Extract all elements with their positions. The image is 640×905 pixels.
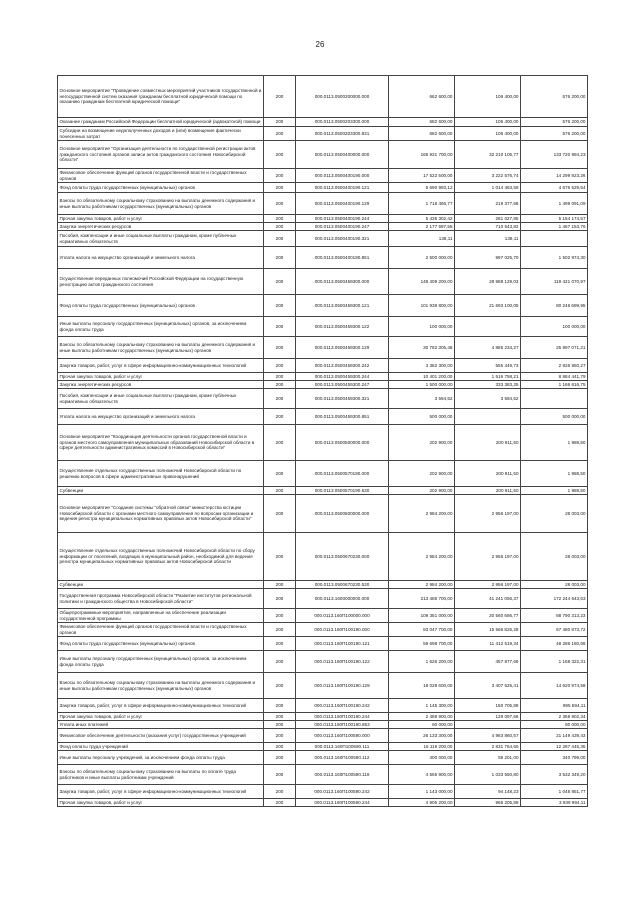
row-executed-cell: 2 956 197,00 <box>455 533 521 581</box>
row-remaining-cell: 67 480 873,72 <box>521 623 588 637</box>
row-approved-cell: 165 931 700,00 <box>389 141 455 169</box>
table-row <box>58 118 588 127</box>
row-name-cell: Основное мероприятие "Проведение совместных мероприятий участников государственной и негосударственной систем оказания гражданам бесплатной юридической помощи по оказанию гражданам бесплатной юридической помощи" <box>58 76 264 118</box>
row-kbk-cell: 000.0113.0500459300.121 <box>296 295 389 317</box>
row-kbk-cell: 000.0113.160П100190.244 <box>296 713 389 721</box>
table-row <box>58 623 588 637</box>
row-executed-cell: 200 911,50 <box>455 487 521 495</box>
row-approved-cell: 5 690 993,12 <box>389 183 455 193</box>
row-name-cell: Финансовое обеспечение функций органов государственной власти и государственных органов <box>58 623 264 637</box>
row-name-cell: Субвенции <box>58 487 264 495</box>
row-code-cell: 200 <box>264 637 296 651</box>
row-remaining-cell: 500 000,00 <box>521 409 588 425</box>
row-kbk-cell: 000.0113.0500570190.530 <box>296 487 389 495</box>
row-name-cell: Иные выплаты персоналу учреждений, за исключением фонда оплаты труда <box>58 751 264 765</box>
row-code-cell: 200 <box>264 765 296 785</box>
table-row <box>58 729 588 743</box>
row-kbk-cell: 000.0113.0500670230.000 <box>296 533 389 581</box>
table-row <box>58 295 588 317</box>
row-remaining-cell: 3 939 994,11 <box>521 799 588 807</box>
table-row <box>58 609 588 623</box>
row-approved-cell: 26 133 300,00 <box>389 729 455 743</box>
row-kbk-cell: 000.0113.0500400190.851 <box>296 247 389 269</box>
row-code-cell: 200 <box>264 317 296 337</box>
table-row <box>58 389 588 409</box>
row-remaining-cell: 1 048 851,77 <box>521 785 588 799</box>
row-name-cell: Осуществление отдельных государственных полномочий Новосибирской области по сбору информации от поселений, входящих в муниципальный район, необходимой для ведения регистра муниципальных нормативных правовых актов Новосибирской области <box>58 533 264 581</box>
table-row <box>58 359 588 373</box>
row-remaining-cell: 576 200,00 <box>521 127 588 141</box>
table-row <box>58 373 588 381</box>
row-kbk-cell: 000.0113.160П100190.122 <box>296 651 389 673</box>
table-row <box>58 317 588 337</box>
row-kbk-cell: 000.0113.0500400190.129 <box>296 193 389 215</box>
row-code-cell: 200 <box>264 295 296 317</box>
row-kbk-cell: 000.0113.160П100590.242 <box>296 785 389 799</box>
row-remaining-cell: 25 897 071,21 <box>521 337 588 359</box>
row-code-cell: 200 <box>264 581 296 589</box>
row-approved-cell: 2 177 697,58 <box>389 223 455 231</box>
row-executed-cell: 28 988 129,03 <box>455 269 521 295</box>
row-name-cell: Пособия, компенсации и иные социальные выплаты гражданам, кроме публичных нормативных обязательств <box>58 231 264 247</box>
row-code-cell: 200 <box>264 729 296 743</box>
row-kbk-cell: 000.0113.0500459300.247 <box>296 381 389 389</box>
table-row <box>58 76 588 118</box>
row-approved-cell: 682 600,00 <box>389 118 455 127</box>
row-name-cell: Фонд оплаты труда государственных (муниципальных) органов <box>58 295 264 317</box>
row-name-cell: Основное мероприятие "Координация деятельности органов государственной власти и органов местного самоуправления муниципальных образований Новосибирской области в сфере деятельности административных комиссий в Новосибирской области" <box>58 425 264 461</box>
table-body <box>58 76 588 807</box>
row-executed-cell: 41 241 056,37 <box>455 589 521 609</box>
row-approved-cell: 2 984 200,00 <box>389 581 455 589</box>
row-name-cell: Закупка энергетических ресурсов <box>58 381 264 389</box>
row-kbk-cell: 000.0113.160П100190.242 <box>296 699 389 713</box>
row-code-cell: 200 <box>264 589 296 609</box>
row-code-cell: 200 <box>264 623 296 637</box>
row-executed-cell: 129 097,66 <box>455 713 521 721</box>
row-executed-cell <box>455 317 521 337</box>
row-name-cell: Прочая закупка товаров, работ и услуг <box>58 799 264 807</box>
row-kbk-cell: 000.0113.0500400190.244 <box>296 215 389 223</box>
row-kbk-cell: 000.0113.0500203300.000 <box>296 118 389 127</box>
row-code-cell: 200 <box>264 269 296 295</box>
row-approved-cell: 138,11 <box>389 231 455 247</box>
row-name-cell: Государственная программа Новосибирской области "Развитие институтов региональной политики и гражданского общества в Новосибирской области" <box>58 589 264 609</box>
row-executed-cell: 94 148,23 <box>455 785 521 799</box>
row-executed-cell: 150 705,89 <box>455 699 521 713</box>
row-code-cell: 200 <box>264 223 296 231</box>
row-name-cell: Основное мероприятие "Организация деятельности по государственной регистрации актов гражданского состояния органов записи актов гражданского состояния Новосибирской области" <box>58 141 264 169</box>
row-approved-cell: 3 594,52 <box>389 389 455 409</box>
row-approved-cell: 4 905 200,00 <box>389 799 455 807</box>
row-kbk-cell: 000.0113.160П100000.000 <box>296 609 389 623</box>
row-executed-cell: 3 407 625,41 <box>455 673 521 699</box>
row-code-cell: 200 <box>264 743 296 751</box>
row-remaining-cell: 60 000,00 <box>521 721 588 729</box>
row-name-cell: Фонд оплаты труда государственных (муниципальных) органов <box>58 637 264 651</box>
row-code-cell: 200 <box>264 118 296 127</box>
row-code-cell: 200 <box>264 751 296 765</box>
table-row <box>58 409 588 425</box>
table-row <box>58 743 588 751</box>
table-row <box>58 269 588 295</box>
row-code-cell: 200 <box>264 409 296 425</box>
row-code-cell: 200 <box>264 461 296 487</box>
row-executed-cell: 15 566 826,28 <box>455 623 521 637</box>
table-row <box>58 169 588 183</box>
row-kbk-cell: 000.0113.0500459300.242 <box>296 359 389 373</box>
table-row <box>58 337 588 359</box>
row-name-cell: Уплата налога на имущество организаций и земельного налога <box>58 247 264 269</box>
row-executed-cell: 281 027,85 <box>455 215 521 223</box>
row-kbk-cell: 000.0113.0500459300.321 <box>296 389 389 409</box>
row-name-cell: Уплата налога на имущество организаций и земельного налога <box>58 409 264 425</box>
row-remaining-cell: 28 003,00 <box>521 495 588 533</box>
table-row <box>58 215 588 223</box>
row-name-cell: Субсидии на возмещение недополученных доходов и (или) возмещение фактически понесенных затрат <box>58 127 264 141</box>
row-executed-cell <box>455 721 521 729</box>
row-name-cell: Общепрограммные мероприятия, направленные на обеспечение реализации государственной программы <box>58 609 264 623</box>
row-remaining-cell: 14 299 923,26 <box>521 169 588 183</box>
row-kbk-cell: 000.0113.0500400190.321 <box>296 231 389 247</box>
table-row <box>58 799 588 807</box>
row-remaining-cell: 995 594,11 <box>521 699 588 713</box>
row-code-cell: 200 <box>264 193 296 215</box>
row-kbk-cell: 000.0113.160П100190.000 <box>296 623 389 637</box>
row-executed-cell <box>455 409 521 425</box>
table-row <box>58 785 588 799</box>
row-code-cell: 200 <box>264 651 296 673</box>
row-remaining-cell: 12 287 445,35 <box>521 743 588 751</box>
row-approved-cell: 4 565 900,00 <box>389 765 455 785</box>
row-executed-cell: 3 594,52 <box>455 389 521 409</box>
row-name-cell: Взносы по обязательному социальному страхованию на выплаты по оплате труда работников и иные выплаты работникам учреждений <box>58 765 264 785</box>
row-remaining-cell <box>521 389 588 409</box>
row-code-cell: 200 <box>264 183 296 193</box>
row-remaining-cell: 119 421 070,97 <box>521 269 588 295</box>
table-row <box>58 637 588 651</box>
table-row <box>58 713 588 721</box>
row-name-cell: Фонд оплаты труда государственных (муниципальных) органов <box>58 183 264 193</box>
row-name-cell: Взносы по обязательному социальному страхованию на выплаты денежного содержания и иные выплаты работникам государственных (муниципальных) органов <box>58 193 264 215</box>
row-executed-cell: 106 400,00 <box>455 127 521 141</box>
row-approved-cell: 2 500 000,00 <box>389 247 455 269</box>
row-kbk-cell: 000.0113.0500459300.851 <box>296 409 389 425</box>
row-kbk-cell: 000.0113.0500400190.121 <box>296 183 389 193</box>
row-remaining-cell: 80 246 699,95 <box>521 295 588 317</box>
row-name-cell: Взносы по обязательному социальному страхованию на выплаты денежного содержания и иные выплаты работникам государственных (муниципальных) органов <box>58 673 264 699</box>
row-remaining-cell: 28 003,00 <box>521 581 588 589</box>
row-code-cell: 200 <box>264 141 296 169</box>
row-remaining-cell: 1 499 091,09 <box>521 193 588 215</box>
row-executed-cell: 106 400,00 <box>455 118 521 127</box>
row-name-cell: Закупка товаров, работ, услуг в сфере информационно-коммуникационных технологий <box>58 699 264 713</box>
row-executed-cell: 59 201,00 <box>455 751 521 765</box>
row-executed-cell: 3 222 576,74 <box>455 169 521 183</box>
table-row <box>58 765 588 785</box>
row-executed-cell: 2 956 197,00 <box>455 581 521 589</box>
row-approved-cell: 662 600,00 <box>389 76 455 118</box>
row-code-cell: 200 <box>264 247 296 269</box>
table-row <box>58 487 588 495</box>
row-approved-cell: 18 028 600,00 <box>389 673 455 699</box>
row-code-cell: 200 <box>264 169 296 183</box>
row-kbk-cell: 000.0113.160П100190.129 <box>296 673 389 699</box>
row-code-cell: 200 <box>264 359 296 373</box>
row-approved-cell: 3 382 300,00 <box>389 359 455 373</box>
table-row <box>58 533 588 581</box>
row-code-cell: 200 <box>264 699 296 713</box>
row-code-cell: 200 <box>264 381 296 389</box>
row-kbk-cell: 000.0113.0500400000.000 <box>296 141 389 169</box>
row-executed-cell: 555 449,73 <box>455 359 521 373</box>
table-row <box>58 381 588 389</box>
page-number: 26 <box>315 40 325 49</box>
row-executed-cell: 997 025,70 <box>455 247 521 269</box>
row-kbk-cell: 000.0113.0500500000.000 <box>296 425 389 461</box>
row-kbk-cell: 000.0113.1600000000.000 <box>296 589 389 609</box>
row-executed-cell: 4 885 234,27 <box>455 337 521 359</box>
row-executed-cell: 1 033 550,80 <box>455 765 521 785</box>
row-executed-cell: 106 400,00 <box>455 76 521 118</box>
row-remaining-cell <box>521 231 588 247</box>
row-kbk-cell: 000.0113.160П100590.119 <box>296 765 389 785</box>
table-row <box>58 699 588 713</box>
row-kbk-cell: 000.0113.160П100590.244 <box>296 799 389 807</box>
row-remaining-cell: 133 720 994,23 <box>521 141 588 169</box>
row-code-cell: 200 <box>264 533 296 581</box>
row-executed-cell: 333 383,25 <box>455 381 521 389</box>
row-remaining-cell: 1 166 616,75 <box>521 381 588 389</box>
table-row <box>58 247 588 269</box>
row-code-cell: 200 <box>264 713 296 721</box>
row-remaining-cell: 5 154 174,57 <box>521 215 588 223</box>
row-code-cell: 200 <box>264 127 296 141</box>
row-name-cell: Пособия, компенсации и иные социальные выплаты гражданам, кроме публичных нормативных обязательств <box>58 389 264 409</box>
row-name-cell: Фонд оплаты труда учреждений <box>58 743 264 751</box>
row-executed-cell: 20 560 686,77 <box>455 609 521 623</box>
row-kbk-cell: 000.0113.0500203300.831 <box>296 127 389 141</box>
row-remaining-cell: 21 149 439,43 <box>521 729 588 743</box>
row-approved-cell: 1 718 466,77 <box>389 193 455 215</box>
table-row <box>58 127 588 141</box>
row-code-cell: 200 <box>264 389 296 409</box>
table-row <box>58 589 588 609</box>
row-remaining-cell: 1 988,50 <box>521 461 588 487</box>
row-executed-cell: 219 377,68 <box>455 193 521 215</box>
row-executed-cell: 11 412 519,34 <box>455 637 521 651</box>
row-kbk-cell: 000.0113.0500570190.000 <box>296 461 389 487</box>
row-name-cell: Закупка товаров, работ, услуг в сфере информационно-коммуникационных технологий <box>58 785 264 799</box>
row-name-cell: Прочая закупка товаров, работ и услуг <box>58 215 264 223</box>
row-code-cell: 200 <box>264 337 296 359</box>
row-name-cell: Закупка товаров, работ, услуг в сфере информационно-коммуникационных технологий <box>58 359 264 373</box>
row-name-cell: Субвенции <box>58 581 264 589</box>
row-remaining-cell: 48 286 180,66 <box>521 637 588 651</box>
row-kbk-cell: 000.0113.0500200000.000 <box>296 76 389 118</box>
row-approved-cell: 148 409 200,00 <box>389 269 455 295</box>
row-name-cell: Иные выплаты персоналу государственных (муниципальных) органов, за исключением фонда оплаты труда <box>58 651 264 673</box>
row-approved-cell: 213 485 700,00 <box>389 589 455 609</box>
row-approved-cell: 10 401 200,00 <box>389 373 455 381</box>
row-kbk-cell: 000.0113.160П100590.000 <box>296 729 389 743</box>
table-row <box>58 141 588 169</box>
row-kbk-cell: 000.0113.0500400190.247 <box>296 223 389 231</box>
row-executed-cell: 32 210 105,77 <box>455 141 521 169</box>
row-remaining-cell: 100 000,00 <box>521 317 588 337</box>
row-approved-cell: 17 522 500,00 <box>389 169 455 183</box>
row-approved-cell: 59 698 700,00 <box>389 637 455 651</box>
row-code-cell: 200 <box>264 487 296 495</box>
row-remaining-cell: 2 826 850,27 <box>521 359 588 373</box>
row-approved-cell: 202 900,00 <box>389 487 455 495</box>
row-remaining-cell: 576 200,00 <box>521 76 588 118</box>
row-name-cell: Прочая закупка товаров, работ и услуг <box>58 373 264 381</box>
row-kbk-cell: 000.0113.0500459300.122 <box>296 317 389 337</box>
row-executed-cell: 4 983 860,57 <box>455 729 521 743</box>
row-executed-cell: 1 014 463,58 <box>455 183 521 193</box>
row-approved-cell: 202 900,00 <box>389 461 455 487</box>
row-executed-cell: 200 911,50 <box>455 461 521 487</box>
row-code-cell: 200 <box>264 215 296 223</box>
row-remaining-cell: 2 359 802,34 <box>521 713 588 721</box>
row-approved-cell: 1 143 000,00 <box>389 785 455 799</box>
row-remaining-cell: 88 790 313,23 <box>521 609 588 623</box>
table-row <box>58 231 588 247</box>
table-row <box>58 183 588 193</box>
row-approved-cell: 500 000,00 <box>389 409 455 425</box>
row-kbk-cell: 000.0113.160П100590.112 <box>296 751 389 765</box>
row-name-cell: Оказание гражданам Российской Федерации бесплатной юридической (адвокатской) помощи <box>58 118 264 127</box>
row-remaining-cell: 28 003,00 <box>521 533 588 581</box>
row-approved-cell: 682 600,00 <box>389 127 455 141</box>
row-remaining-cell: 14 620 974,59 <box>521 673 588 699</box>
row-remaining-cell: 8 884 441,79 <box>521 373 588 381</box>
table-row <box>58 461 588 487</box>
row-approved-cell: 1 500 000,00 <box>389 381 455 389</box>
row-kbk-cell: 000.0113.0500600000.000 <box>296 495 389 533</box>
row-approved-cell: 400 000,00 <box>389 751 455 765</box>
row-name-cell: Уплата иных платежей <box>58 721 264 729</box>
table-row <box>58 581 588 589</box>
row-name-cell: Осуществление переданных полномочий Российской Федерации на государственную регистрацию актов гражданского состояния <box>58 269 264 295</box>
row-remaining-cell: 340 799,00 <box>521 751 588 765</box>
row-approved-cell: 109 351 000,00 <box>389 609 455 623</box>
row-code-cell: 200 <box>264 721 296 729</box>
row-kbk-cell: 000.0113.0500400190.000 <box>296 169 389 183</box>
row-approved-cell: 1 145 300,00 <box>389 699 455 713</box>
row-remaining-cell: 4 676 529,54 <box>521 183 588 193</box>
row-approved-cell: 83 047 700,00 <box>389 623 455 637</box>
row-executed-cell: 2 831 754,65 <box>455 743 521 751</box>
row-remaining-cell: 1 988,50 <box>521 487 588 495</box>
row-kbk-cell: 000.0113.0500459300.244 <box>296 373 389 381</box>
row-executed-cell: 200 911,50 <box>455 425 521 461</box>
table-row <box>58 673 588 699</box>
row-kbk-cell: 000.0113.0500670230.530 <box>296 581 389 589</box>
row-code-cell: 200 <box>264 673 296 699</box>
row-executed-cell: 21 693 100,05 <box>455 295 521 317</box>
row-kbk-cell: 000.0113.0500459300.129 <box>296 337 389 359</box>
row-code-cell: 200 <box>264 76 296 118</box>
row-approved-cell: 101 939 800,00 <box>389 295 455 317</box>
row-executed-cell: 457 877,69 <box>455 651 521 673</box>
row-executed-cell: 138,11 <box>455 231 521 247</box>
row-approved-cell: 60 000,00 <box>389 721 455 729</box>
row-executed-cell: 1 516 758,21 <box>455 373 521 381</box>
table-row <box>58 651 588 673</box>
row-kbk-cell: 000.0113.0500459300.000 <box>296 269 389 295</box>
row-name-cell: Взносы по обязательному социальному страхованию на выплаты денежного содержания и иные выплаты работникам государственных (муниципальных) органов <box>58 337 264 359</box>
row-executed-cell: 965 205,89 <box>455 799 521 807</box>
row-remaining-cell: 172 244 643,63 <box>521 589 588 609</box>
row-code-cell: 200 <box>264 231 296 247</box>
row-approved-cell: 1 626 200,00 <box>389 651 455 673</box>
row-executed-cell: 2 956 197,00 <box>455 495 521 533</box>
row-code-cell: 200 <box>264 785 296 799</box>
row-code-cell: 200 <box>264 495 296 533</box>
row-approved-cell: 15 119 200,00 <box>389 743 455 751</box>
budget-execution-table <box>57 75 588 807</box>
row-executed-cell: 710 543,82 <box>455 223 521 231</box>
row-remaining-cell: 576 200,00 <box>521 118 588 127</box>
row-name-cell: Иные выплаты персоналу государственных (муниципальных) органов, за исключением фонда оплаты труда <box>58 317 264 337</box>
row-approved-cell: 100 000,00 <box>389 317 455 337</box>
table-row <box>58 193 588 215</box>
row-approved-cell: 2 984 200,00 <box>389 495 455 533</box>
row-approved-cell: 2 984 200,00 <box>389 533 455 581</box>
row-approved-cell: 202 900,00 <box>389 425 455 461</box>
row-name-cell: Закупка энергетических ресурсов <box>58 223 264 231</box>
row-name-cell: Финансовое обеспечение функций органов государственной власти и государственных органов <box>58 169 264 183</box>
row-kbk-cell: 000.0113.160П100190.121 <box>296 637 389 651</box>
row-code-cell: 200 <box>264 425 296 461</box>
table-row <box>58 223 588 231</box>
row-approved-cell: 5 435 302,42 <box>389 215 455 223</box>
row-remaining-cell: 1 168 322,31 <box>521 651 588 673</box>
row-code-cell: 200 <box>264 799 296 807</box>
row-remaining-cell: 3 532 349,20 <box>521 765 588 785</box>
row-approved-cell: 30 782 305,48 <box>389 337 455 359</box>
row-name-cell: Основное мероприятие "Создание системы "обратной связи" министерства юстиции Новосибирской области с органами местного самоуправления по вопросам организации и ведения регистра муниципальных нормативных правовых актов Новосибирской области" <box>58 495 264 533</box>
row-code-cell: 200 <box>264 373 296 381</box>
row-kbk-cell: 000.0113.160П100190.853 <box>296 721 389 729</box>
row-kbk-cell: 000.0113.160П100590.111 <box>296 743 389 751</box>
row-name-cell: Финансовое обеспечение деятельности (оказания услуг) государственных учреждений <box>58 729 264 743</box>
table-row <box>58 495 588 533</box>
row-code-cell: 200 <box>264 609 296 623</box>
row-approved-cell: 2 488 900,00 <box>389 713 455 721</box>
table-row <box>58 425 588 461</box>
row-remaining-cell: 1 988,50 <box>521 425 588 461</box>
row-remaining-cell: 1 502 974,30 <box>521 247 588 269</box>
row-remaining-cell: 1 467 153,76 <box>521 223 588 231</box>
row-name-cell: Прочая закупка товаров, работ и услуг <box>58 713 264 721</box>
row-name-cell: Осуществление отдельных государственных полномочий Новосибирской области по решению вопросов в сфере административных правонарушений <box>58 461 264 487</box>
table-row <box>58 721 588 729</box>
table-row <box>58 751 588 765</box>
